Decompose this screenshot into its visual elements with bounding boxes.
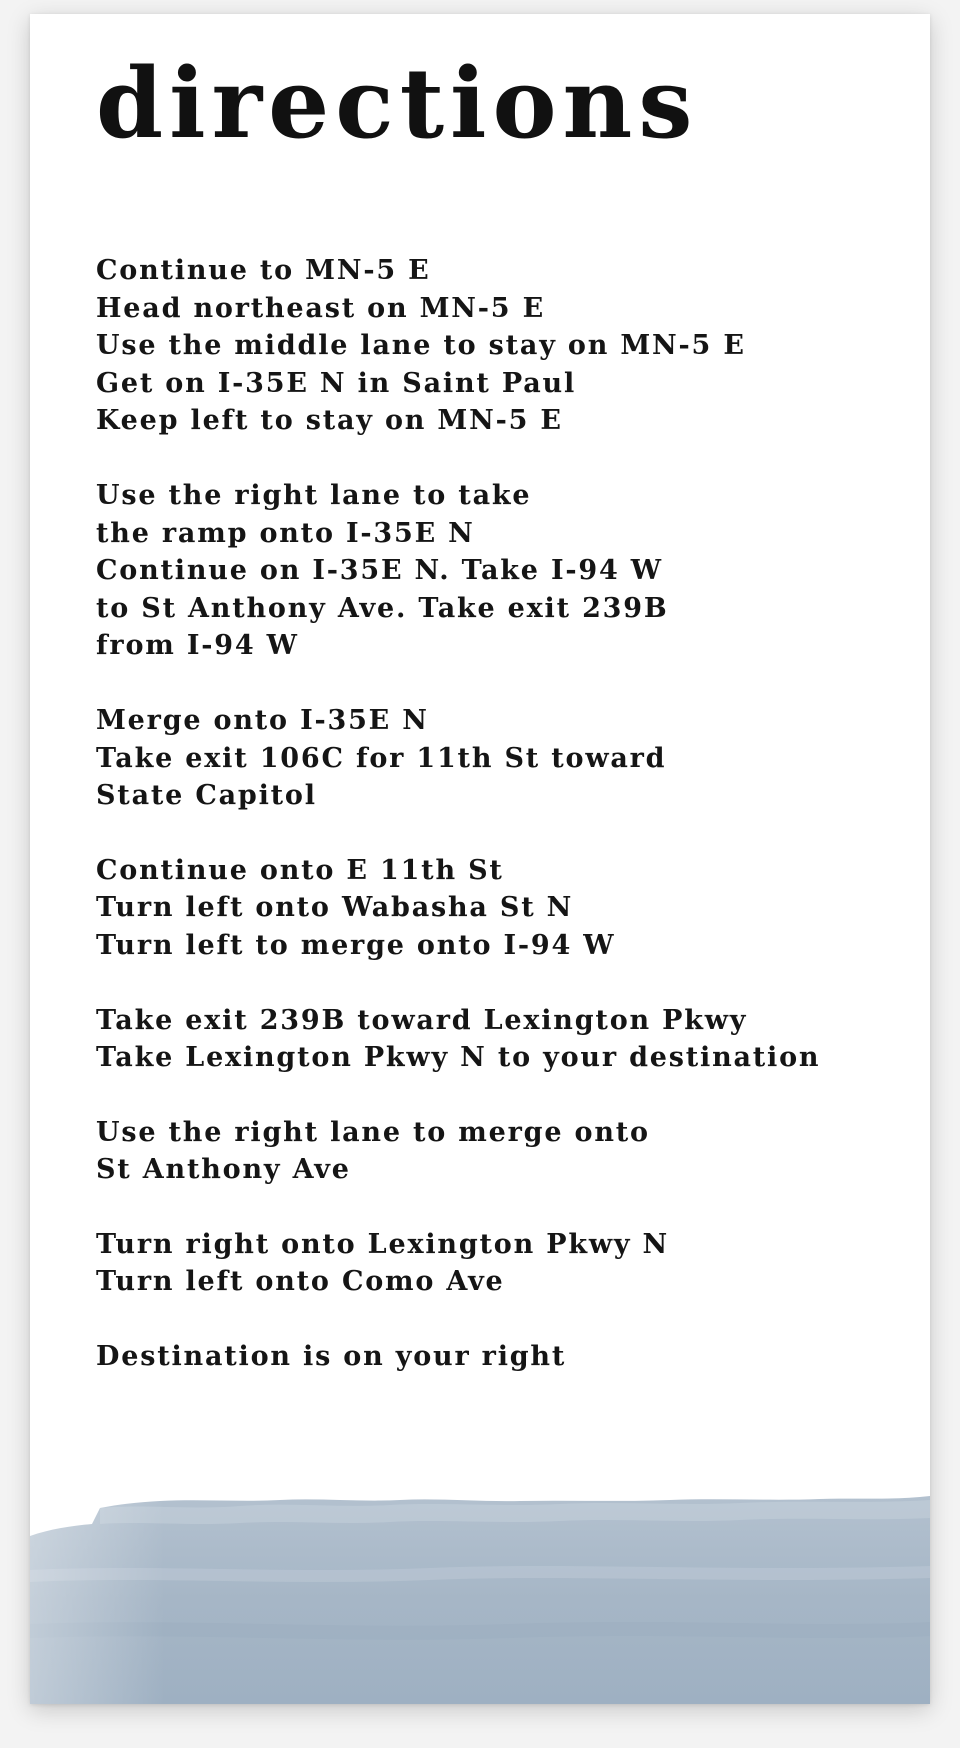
- direction-group-8: [96, 1338, 896, 1376]
- direction-group-3: [96, 702, 896, 815]
- direction-line: Turn left to merge onto I-94 W: [96, 929, 616, 961]
- direction-group-1: [96, 252, 896, 440]
- direction-line: Take Lexington Pkwy N to your destination: [96, 1042, 821, 1074]
- direction-line: Merge onto I-35E N: [96, 704, 429, 736]
- direction-line: Head northeast on MN-5 E: [96, 292, 545, 324]
- direction-group-6: [96, 1114, 896, 1189]
- direction-line: St Anthony Ave: [96, 1154, 351, 1186]
- direction-line: Get on I-35E N in Saint Paul: [96, 367, 577, 399]
- direction-line: Use the right lane to merge onto: [96, 1116, 650, 1148]
- direction-line: Take exit 239B toward Lexington Pkwy: [96, 1004, 748, 1036]
- directions-card: [30, 14, 930, 1704]
- direction-line: State Capitol: [96, 780, 317, 812]
- directions-list: [96, 252, 896, 1413]
- card-title: directions: [96, 47, 699, 160]
- direction-line: Use the middle lane to stay on MN-5 E: [96, 330, 746, 362]
- direction-line: Continue to MN-5 E: [96, 255, 431, 286]
- direction-line: Use the right lane to take: [96, 479, 532, 511]
- direction-line: from I-94 W: [96, 630, 299, 662]
- direction-group-5: [96, 1002, 896, 1077]
- direction-line: to St Anthony Ave. Take exit 239B: [96, 592, 669, 624]
- direction-line: Continue on I-35E N. Take I-94 W: [96, 555, 663, 587]
- watercolor-wash-decoration: [30, 1474, 930, 1704]
- direction-group-2: [96, 477, 896, 665]
- direction-line: Take exit 106C for 11th St toward: [96, 742, 667, 774]
- direction-group-4: [96, 852, 896, 965]
- direction-line: Turn left onto Wabasha St N: [96, 892, 574, 924]
- direction-group-7: [96, 1226, 896, 1301]
- direction-line: Turn right onto Lexington Pkwy N: [96, 1228, 670, 1260]
- direction-line: Continue onto E 11th St: [96, 854, 504, 886]
- direction-line: the ramp onto I-35E N: [96, 517, 475, 549]
- direction-line: Keep left to stay on MN-5 E: [96, 405, 563, 437]
- direction-line: Destination is on your right: [96, 1341, 567, 1373]
- direction-line: Turn left onto Como Ave: [96, 1266, 505, 1298]
- wash-left-fade: [30, 1474, 930, 1704]
